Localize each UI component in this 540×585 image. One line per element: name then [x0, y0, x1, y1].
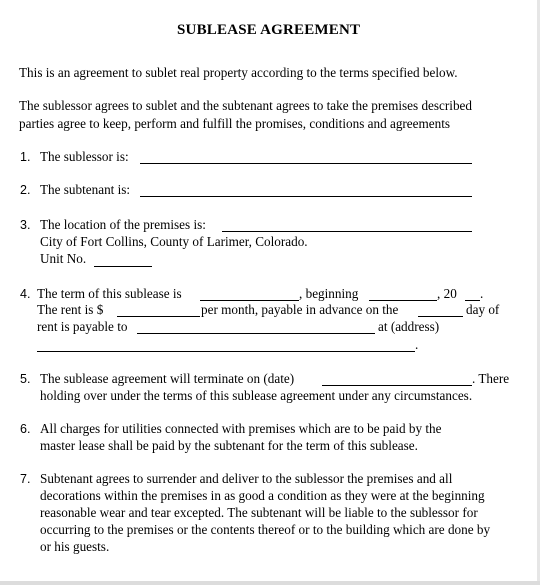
sublessor-name-field[interactable] [140, 163, 472, 164]
item-3-unit-label: Unit No. [40, 251, 87, 266]
preamble-line-2: parties agree to keep, perform and fulfill the promises, conditions and agreements [19, 116, 451, 131]
item-7-line-4: occurring to the premises or the contents thereof or to the building which are done by [40, 522, 491, 537]
item-4-number: 4. [20, 287, 31, 301]
item-7-line-2: decorations within the premises in as good a condition as they were at the beginning [40, 488, 485, 503]
item-4-payable-to: rent is payable to [37, 319, 128, 334]
item-5-there: . There [472, 371, 510, 386]
start-year-field[interactable] [465, 300, 480, 301]
item-5-line-2: holding over under the terms of this sublease agreement under any circumstances. [40, 388, 473, 403]
item-1-number: 1. [20, 150, 31, 164]
item-7-line-5: or his guests. [40, 539, 110, 554]
termination-date-field[interactable] [322, 385, 472, 386]
premises-location-field[interactable] [222, 231, 472, 232]
item-7-line-1: Subtenant agrees to surrender and deliver to the sublessor the premises and all [40, 471, 453, 486]
item-5-label: The sublease agreement will terminate on (date) [40, 371, 295, 386]
intro-text: This is an agreement to sublet real property according to the terms specified below. [19, 65, 458, 80]
item-7-number: 7. [20, 472, 31, 486]
item-3-number: 3. [20, 218, 31, 232]
item-6-line-1: All charges for utilities connected with premises which are to be paid by the [40, 421, 442, 436]
item-4-period: . [480, 286, 484, 301]
term-length-field[interactable] [200, 300, 299, 301]
item-5-number: 5. [20, 372, 31, 386]
item-6-number: 6. [20, 422, 31, 436]
item-3-label: The location of the premises is: [40, 217, 206, 232]
item-2-label: The subtenant is: [40, 182, 131, 197]
address-field[interactable] [37, 351, 415, 352]
item-4-beginning-label: , beginning [299, 286, 359, 301]
unit-number-field[interactable] [94, 266, 152, 267]
item-4-day-of: day of [466, 302, 500, 317]
start-date-field[interactable] [369, 300, 437, 301]
item-2-number: 2. [20, 183, 31, 197]
item-4-rent-label: The rent is $ [37, 302, 104, 317]
item-4-address-label: at (address) [378, 319, 440, 334]
item-6-line-2: master lease shall be paid by the subtenant for the term of this sublease. [40, 438, 418, 453]
item-4-address-period: . [415, 337, 419, 352]
item-1-label: The sublessor is: [40, 149, 129, 164]
page-edge-bottom [0, 581, 540, 585]
subtenant-name-field[interactable] [140, 196, 472, 197]
item-4-year-label: , 20 [437, 286, 457, 301]
item-7-line-3: reasonable wear and tear excepted. The subtenant will be liable to the sublessor for [40, 505, 478, 520]
rent-amount-field[interactable] [117, 316, 200, 317]
item-3-city-line: City of Fort Collins, County of Larimer, Colorado. [40, 234, 308, 249]
preamble-line-1: The sublessor agrees to sublet and the subtenant agrees to take the premises described [19, 98, 472, 113]
item-4-per-month: per month, payable in advance on the [201, 302, 399, 317]
document-title: SUBLEASE AGREEMENT [177, 22, 361, 38]
payee-field[interactable] [137, 333, 375, 334]
payment-day-field[interactable] [418, 316, 463, 317]
item-4-term-label: The term of this sublease is [37, 286, 182, 301]
